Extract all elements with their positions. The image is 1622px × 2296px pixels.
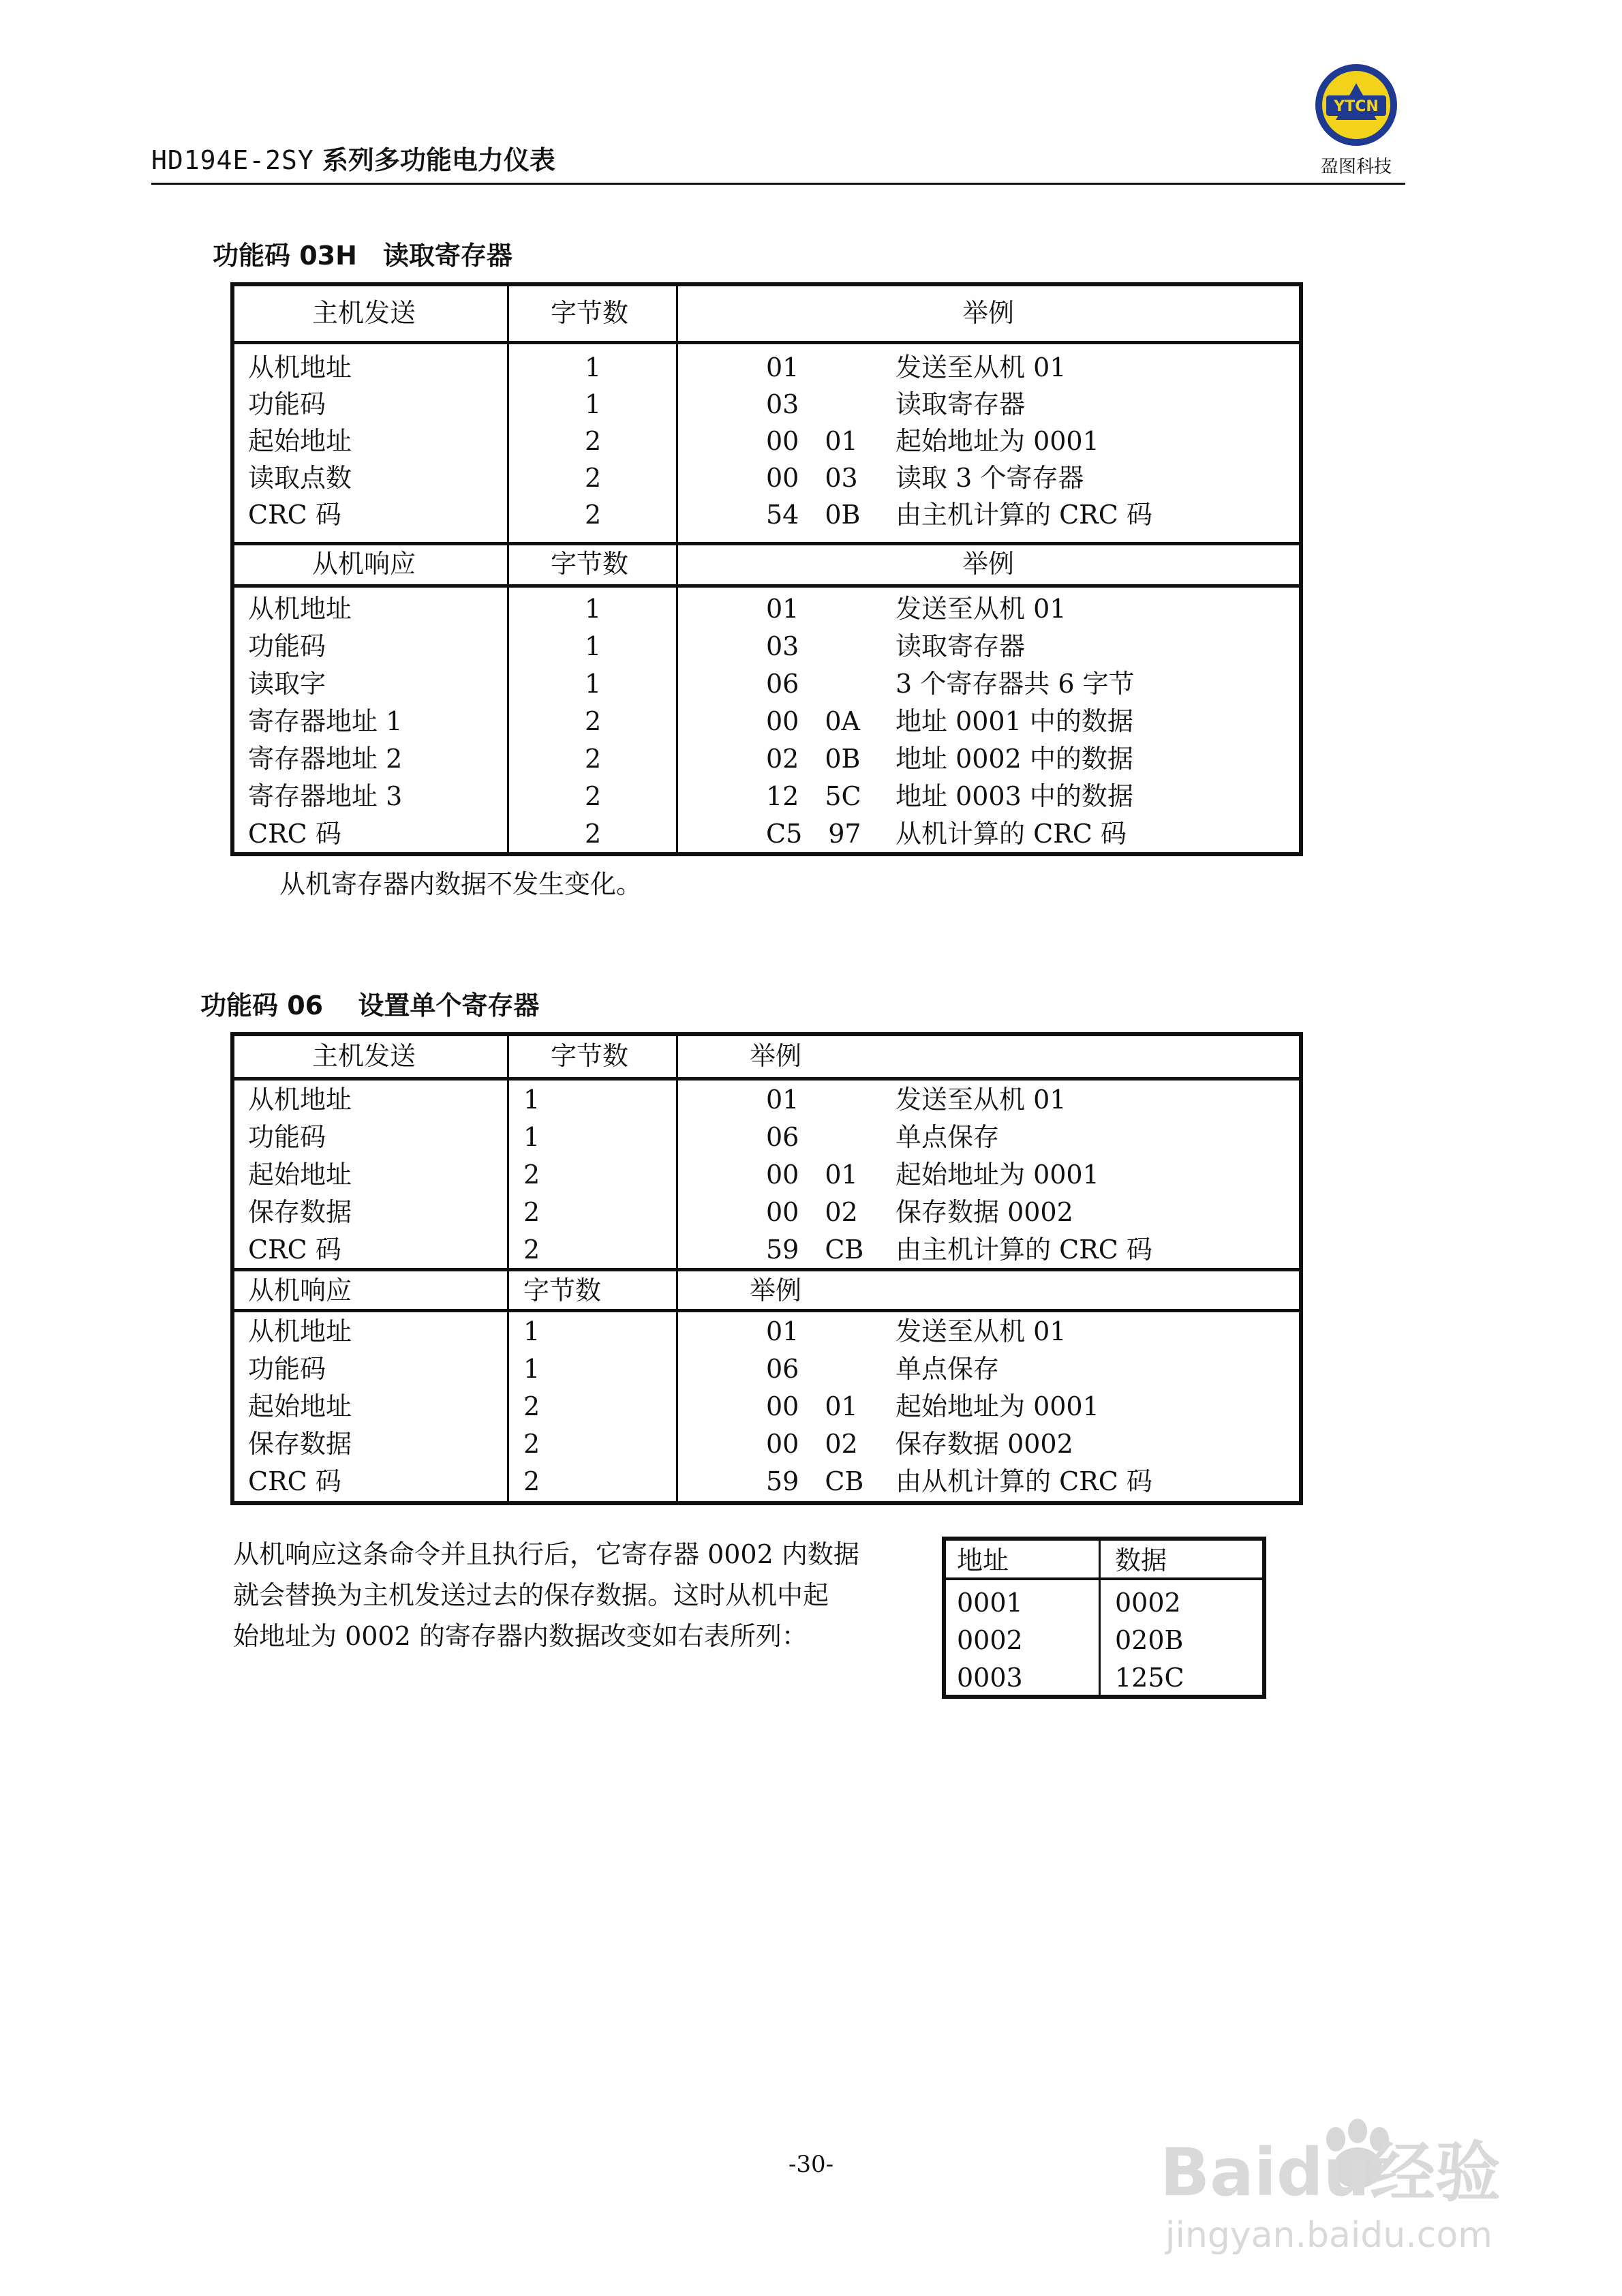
watermark-brand: Baidu经验 — [1160, 2134, 1501, 2211]
field-cell: CRC 码 — [248, 1466, 341, 1496]
header-cell: 举例 — [962, 298, 1015, 328]
header-cell: 举例 — [962, 549, 1015, 579]
column-rule — [507, 1032, 509, 1505]
field-cell: 保存数据 — [248, 1429, 352, 1459]
bytes-cell: 2 — [585, 426, 602, 456]
desc-cell: 地址 0003 中的数据 — [896, 781, 1133, 811]
column-rule — [676, 1032, 678, 1505]
value-cell: 59 CB — [766, 1466, 864, 1496]
model-code: HD194E-2SY — [151, 145, 314, 175]
field-cell: CRC 码 — [248, 1235, 341, 1265]
bytes-cell: 2 — [585, 706, 602, 736]
bytes-cell: 1 — [523, 1122, 540, 1152]
table-rule — [230, 1309, 1303, 1312]
value-cell: 03 — [766, 631, 799, 661]
value-cell: 06 — [766, 1354, 799, 1384]
field-cell: 读取字 — [248, 669, 326, 699]
desc-cell: 3 个寄存器共 6 字节 — [896, 669, 1135, 699]
desc-cell: 读取寄存器 — [896, 389, 1026, 419]
section2-paragraph — [233, 1534, 915, 1657]
bytes-cell: 1 — [523, 1316, 540, 1346]
value-cell: 00 03 — [766, 463, 858, 493]
desc-cell: 单点保存 — [896, 1122, 1000, 1152]
header-cell: 地址 — [957, 1545, 1009, 1575]
value-cell: 00 01 — [766, 1160, 858, 1190]
section1-title: 功能码 03H 读取寄存器 — [213, 241, 512, 271]
bytes-cell: 2 — [523, 1197, 540, 1227]
field-cell: 功能码 — [248, 631, 326, 661]
desc-cell: 发送至从机 01 — [896, 352, 1067, 382]
desc-cell: 起始地址为 0001 — [896, 426, 1099, 456]
bytes-cell: 1 — [585, 669, 602, 699]
header-cell: 字节数 — [551, 298, 629, 328]
desc-cell: 地址 0001 中的数据 — [896, 706, 1133, 736]
data-cell: 020B — [1115, 1625, 1184, 1655]
table-rule — [230, 542, 1303, 545]
value-cell: 00 01 — [766, 426, 858, 456]
bytes-cell: 2 — [585, 781, 602, 811]
desc-cell: 保存数据 0002 — [896, 1429, 1073, 1459]
value-cell: 03 — [766, 389, 799, 419]
address-cell: 0002 — [957, 1625, 1023, 1655]
header-rule — [151, 183, 1405, 185]
value-cell: 00 02 — [766, 1197, 858, 1227]
field-cell: 功能码 — [248, 389, 326, 419]
bytes-cell: 2 — [523, 1429, 540, 1459]
field-cell: 从机地址 — [248, 1085, 352, 1115]
header-cell: 字节数 — [551, 1041, 629, 1071]
desc-cell: 地址 0002 中的数据 — [896, 744, 1133, 774]
table-rule — [230, 584, 1303, 588]
desc-cell: 发送至从机 01 — [896, 594, 1067, 624]
value-cell: 02 0B — [766, 744, 861, 774]
bytes-cell: 2 — [585, 819, 602, 849]
table-rule — [230, 1077, 1303, 1081]
field-cell: 寄存器地址 1 — [248, 706, 403, 736]
bytes-cell: 1 — [523, 1085, 540, 1115]
bytes-cell: 1 — [523, 1354, 540, 1384]
desc-cell: 由主机计算的 CRC 码 — [896, 1235, 1152, 1265]
field-cell: 从机地址 — [248, 1316, 352, 1346]
field-cell: CRC 码 — [248, 819, 341, 849]
value-cell: 00 0A — [766, 706, 860, 736]
value-cell: 54 0B — [766, 500, 861, 530]
header-cell: 举例 — [750, 1275, 802, 1305]
section2-title: 功能码 06 设置单个寄存器 — [200, 991, 540, 1021]
watermark-url: jingyan.baidu.com — [1165, 2215, 1493, 2256]
header-cell: 字节数 — [551, 549, 629, 579]
desc-cell: 从机计算的 CRC 码 — [896, 819, 1127, 849]
field-cell: 读取点数 — [248, 463, 352, 493]
value-cell: 01 — [766, 1316, 799, 1346]
field-cell: 起始地址 — [248, 1391, 352, 1421]
header-cell: 数据 — [1115, 1545, 1167, 1575]
desc-cell: 由主机计算的 CRC 码 — [896, 500, 1152, 530]
bytes-cell: 2 — [585, 463, 602, 493]
address-cell: 0001 — [957, 1588, 1023, 1618]
value-cell: C5 97 — [766, 819, 861, 849]
company-logo — [1314, 63, 1398, 147]
baidu-watermark — [1153, 2100, 1535, 2263]
field-cell: 寄存器地址 2 — [248, 744, 403, 774]
value-cell: 06 — [766, 1122, 799, 1152]
bytes-cell: 2 — [523, 1391, 540, 1421]
bytes-cell: 2 — [585, 744, 602, 774]
desc-cell: 读取寄存器 — [896, 631, 1026, 661]
header-cell: 从机响应 — [312, 549, 416, 579]
desc-cell: 起始地址为 0001 — [896, 1391, 1099, 1421]
value-cell: 12 5C — [766, 781, 861, 811]
desc-cell: 发送至从机 01 — [896, 1085, 1067, 1115]
header-cell: 字节数 — [523, 1275, 602, 1305]
bytes-cell: 2 — [585, 500, 602, 530]
table-rule — [942, 1577, 1266, 1580]
field-cell: 起始地址 — [248, 426, 352, 456]
logo-text: YTCN — [1334, 98, 1379, 115]
header-cell: 主机发送 — [312, 1041, 416, 1071]
field-cell: 从机地址 — [248, 594, 352, 624]
field-cell: 寄存器地址 3 — [248, 781, 403, 811]
field-cell: 功能码 — [248, 1354, 326, 1384]
column-rule — [676, 282, 678, 856]
address-cell: 0003 — [957, 1663, 1023, 1693]
bytes-cell: 2 — [523, 1466, 540, 1496]
section1-note: 从机寄存器内数据不发生变化。 — [279, 869, 643, 899]
document-header-title — [151, 139, 555, 177]
value-cell: 59 CB — [766, 1235, 864, 1265]
desc-cell: 保存数据 0002 — [896, 1197, 1073, 1227]
field-cell: 从机地址 — [248, 352, 352, 382]
paragraph-line: 就会替换为主机发送过去的保存数据。这时从机中起 — [233, 1580, 829, 1610]
bytes-cell: 1 — [585, 389, 602, 419]
header-cell: 主机发送 — [312, 298, 416, 328]
data-cell: 125C — [1115, 1663, 1184, 1693]
table-rule — [230, 341, 1303, 344]
desc-cell: 单点保存 — [896, 1354, 1000, 1384]
column-rule — [507, 282, 509, 856]
desc-cell: 读取 3 个寄存器 — [896, 463, 1084, 493]
field-cell: 起始地址 — [248, 1160, 352, 1190]
page-number: -30- — [788, 2151, 834, 2178]
company-name: 盈图科技 — [1320, 157, 1392, 177]
value-cell: 01 — [766, 1085, 799, 1115]
value-cell: 01 — [766, 594, 799, 624]
data-cell: 0002 — [1115, 1588, 1181, 1618]
bytes-cell: 2 — [523, 1160, 540, 1190]
desc-cell: 起始地址为 0001 — [896, 1160, 1099, 1190]
bytes-cell: 1 — [585, 631, 602, 661]
header-cell: 从机响应 — [248, 1275, 352, 1305]
paragraph-line: 始地址为 0002 的寄存器内数据改变如右表所列： — [233, 1621, 808, 1651]
table-rule — [230, 1268, 1303, 1271]
desc-cell: 发送至从机 01 — [896, 1316, 1067, 1346]
paragraph-line: 从机响应这条命令并且执行后，它寄存器 0002 内数据 — [233, 1539, 859, 1569]
series-title: 系列多功能电力仪表 — [322, 145, 555, 175]
value-cell: 00 02 — [766, 1429, 858, 1459]
column-rule — [1099, 1537, 1101, 1699]
field-cell: CRC 码 — [248, 500, 341, 530]
field-cell: 保存数据 — [248, 1197, 352, 1227]
desc-cell: 由从机计算的 CRC 码 — [896, 1466, 1152, 1496]
value-cell: 01 — [766, 352, 799, 382]
bytes-cell: 1 — [585, 352, 602, 382]
value-cell: 00 01 — [766, 1391, 858, 1421]
bytes-cell: 2 — [523, 1235, 540, 1265]
header-cell: 举例 — [750, 1041, 802, 1071]
bytes-cell: 1 — [585, 594, 602, 624]
field-cell: 功能码 — [248, 1122, 326, 1152]
value-cell: 06 — [766, 669, 799, 699]
